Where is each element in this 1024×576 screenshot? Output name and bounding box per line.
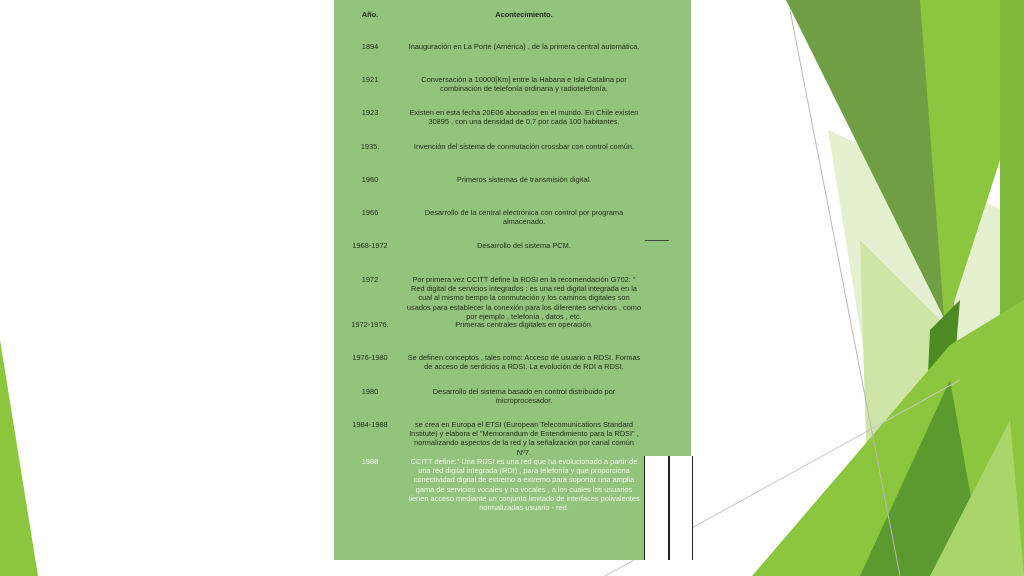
row-year: 1923 — [361, 108, 379, 117]
timeline-table — [334, 0, 691, 560]
row-event: Desarrollo del sistema PCM. — [477, 241, 571, 250]
row-year: 1976-1980 — [352, 353, 388, 362]
short-divider — [645, 240, 669, 241]
row-event: Invención del sistema de conmutación crossbar con control común. — [413, 142, 635, 151]
row-event: Primeras centrales digitales en operación. — [455, 320, 593, 329]
row-year: 1960 — [361, 175, 379, 184]
row-year: 1972-1976. — [351, 320, 389, 329]
empty-table-cell — [644, 456, 693, 560]
row-event: Conversación a 10000[Km] entre la Habana e Isla Catalina por combinación de telefonía ordinaria y radiotelefonía. — [421, 75, 627, 94]
row-year: 1980 — [361, 387, 379, 396]
row-event: Existen en esta fecha 20E06 abonados en el mundo. En Chile existen 30895 , con una densidad de 0,7 por cada 100 habitantes. — [409, 108, 639, 127]
row-year: 1988 — [361, 457, 379, 466]
row-event: Se definen conceptos , tales como: Acceso de usuario a RDSI. Formas de acceso de serdicios a RDSI. La evolución de RDI a RDSI. — [407, 353, 641, 372]
header-event: Acontecimiento. — [495, 10, 553, 19]
row-event: Primeros sistemas de transmisión digital. — [456, 175, 592, 184]
row-year: 1966 — [361, 208, 379, 217]
row-event: Por primera vez CCITT define la RDSI en la recomendación G702: " Red digital de servicios integrados : es una red digital integrada en la cual al mismo tiempo la conmutación y los caminos digitales son usados para establecer la conexión para los diferentes servicios , como por ejemplo , telefonía , datos , etc. — [406, 275, 642, 321]
row-event: se crea en Europa el ETSI (European Telecomunications Standard Institute) y elabora el "Memorandum de Entendimiento para la RDSI" , normalizando aspectos de la red y la señalización por canal común Nº7. — [409, 420, 639, 457]
row-year: 1972 — [361, 275, 379, 284]
row-year: 1894 — [361, 42, 379, 51]
row-event: CCITT define:" Una RDSI es una red que ha evolucionado a partir de una red digital integrada (RDI) , para telefonía y que proporciona conectividad digital de extremo a extremo para soportar una amplia gama de servicios vocales y no vocales , a los cuales los usuarios tienen acceso mediante un conjunto limitado de interfaces polivalentes normalizadas usuario - red. — [408, 457, 640, 513]
row-year: 1984-1988 — [352, 420, 388, 429]
cell-divider — [668, 456, 670, 560]
row-year: 1968-1972 — [352, 241, 388, 250]
row-event: Inauguración en La Porte (América) , de la primera central automática. — [408, 42, 640, 51]
row-year: 1921 — [361, 75, 379, 84]
header-year: Año. — [361, 10, 379, 19]
row-event: Desarrollo de la central electrónica con control por programa almacenado. — [424, 208, 624, 227]
left-green-triangle — [0, 340, 38, 576]
row-event: Desarrollo del sistema basado en control distribuido por microprocesador. — [432, 387, 616, 406]
row-year: 1935. — [360, 142, 380, 151]
